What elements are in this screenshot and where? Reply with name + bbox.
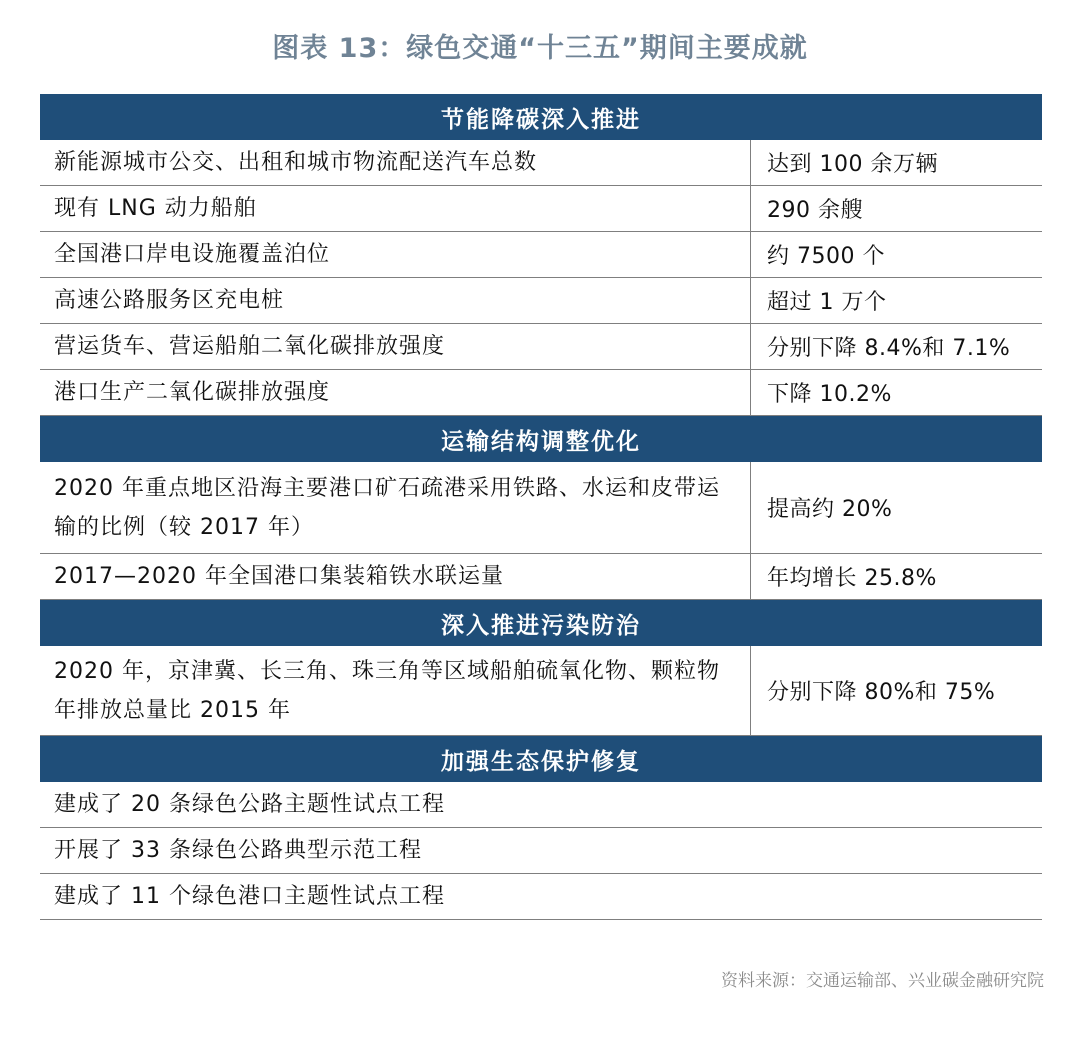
table-row: [40, 370, 1042, 416]
item-cell: 港口生产二氧化碳排放强度: [40, 370, 751, 415]
table-row: [40, 186, 1042, 232]
table-row: [40, 646, 1042, 736]
table-row: [40, 828, 1042, 874]
value-cell: 下降 10.2%: [767, 382, 892, 407]
figure-title: 图表 13：绿色交通“十三五”期间主要成就: [272, 33, 808, 64]
table-row: [40, 324, 1042, 370]
table-row: [40, 232, 1042, 278]
source-note: 资料来源：交通运输部、兴业碳金融研究院: [721, 971, 1044, 991]
achievements-table: [40, 94, 1042, 920]
section-header: 加强生态保护修复: [40, 736, 1042, 782]
value-cell: 达到 100 余万辆: [767, 152, 938, 177]
value-cell: 290 余艘: [767, 198, 863, 223]
item-cell: 2020 年，京津冀、长三角、珠三角等区域船舶硫氧化物、颗粒物年排放总量比 2015 年: [40, 646, 751, 735]
section-header: 深入推进污染防治: [40, 600, 1042, 646]
value-cell: 提高约 20%: [767, 497, 893, 522]
item-cell: 建成了 11 个绿色港口主题性试点工程: [54, 884, 445, 909]
item-cell: 2020 年重点地区沿海主要港口矿石疏港采用铁路、水运和皮带运输的比例（较 2017 年）: [40, 462, 751, 553]
item-cell: 新能源城市公交、出租和城市物流配送汽车总数: [40, 140, 751, 185]
item-cell: 全国港口岸电设施覆盖泊位: [40, 232, 751, 277]
table-row: [40, 278, 1042, 324]
item-cell: 建成了 20 条绿色公路主题性试点工程: [54, 792, 445, 817]
value-cell: 分别下降 8.4%和 7.1%: [767, 336, 1011, 361]
table-row: [40, 874, 1042, 920]
section-header: 节能降碳深入推进: [40, 94, 1042, 140]
table-row: [40, 140, 1042, 186]
value-cell: 约 7500 个: [767, 244, 885, 269]
item-cell: 开展了 33 条绿色公路典型示范工程: [54, 838, 422, 863]
item-cell: 现有 LNG 动力船舶: [40, 186, 751, 231]
value-cell: 分别下降 80%和 75%: [767, 680, 996, 705]
item-cell: 高速公路服务区充电桩: [40, 278, 751, 323]
item-cell: 营运货车、营运船舶二氧化碳排放强度: [40, 324, 751, 369]
value-cell: 年均增长 25.8%: [767, 566, 937, 591]
table-row: [40, 554, 1042, 600]
section-header: 运输结构调整优化: [40, 416, 1042, 462]
value-cell: 超过 1 万个: [767, 290, 887, 315]
table-row: [40, 782, 1042, 828]
item-cell: 2017—2020 年全国港口集装箱铁水联运量: [40, 554, 751, 599]
table-row: [40, 462, 1042, 554]
